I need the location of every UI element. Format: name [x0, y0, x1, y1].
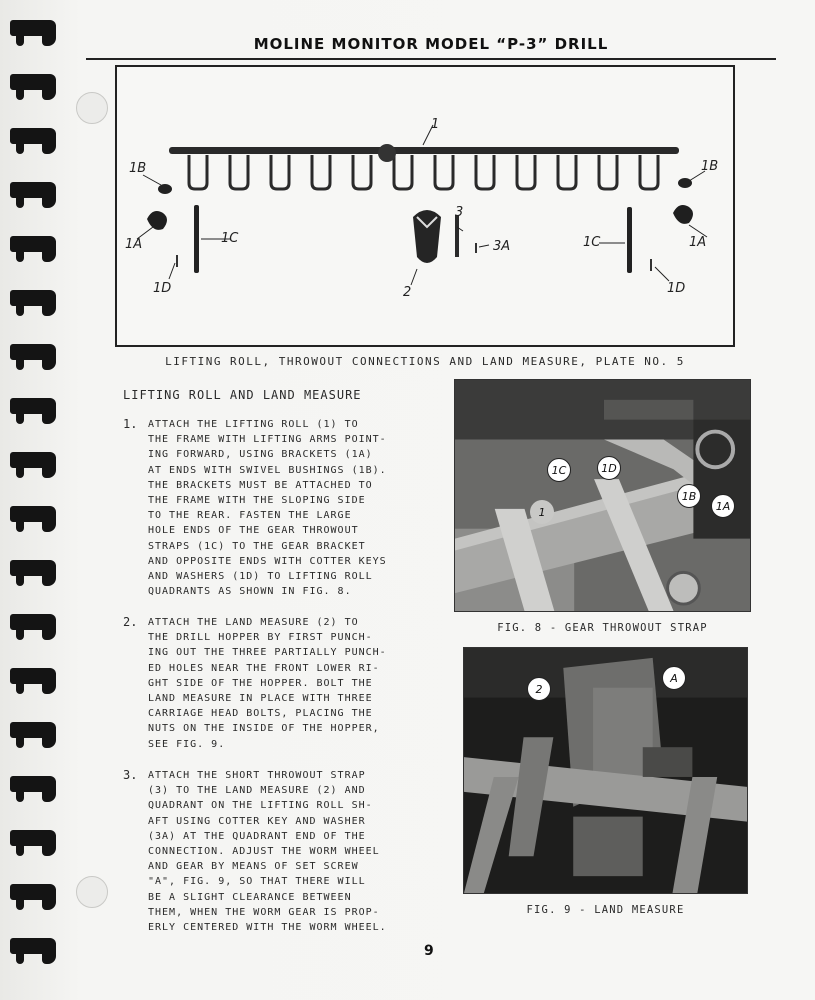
page-title: MOLINE MONITOR MODEL “P-3” DRILL — [253, 35, 609, 53]
plate-label-1b-left: 1B — [129, 161, 147, 176]
instruction-line: "A", FIG. 9, SO THAT THERE WILL — [148, 876, 366, 888]
instruction-line: THE FRAME WITH LIFTING ARMS POINT- — [148, 434, 387, 446]
instruction-line: AND GEAR BY MEANS OF SET SCREW — [148, 861, 359, 873]
instruction-step-3 — [123, 768, 413, 935]
quadrant-arm — [271, 155, 289, 189]
instruction-line: GHT SIDE OF THE HOPPER. BOLT THE — [148, 677, 373, 689]
instruction-line: (3A) AT THE QUADRANT END OF THE — [148, 830, 366, 842]
plate-label-1d-left: 1D — [153, 281, 172, 296]
plate-caption: LIFTING ROLL, THROWOUT CONNECTIONS AND LAND MEASURE, PLATE NO. 5 — [165, 355, 685, 368]
instruction-line: THE DRILL HOPPER BY FIRST PUNCH- — [148, 632, 373, 644]
instruction-line: HOLE ENDS OF THE GEAR THROWOUT — [148, 525, 359, 537]
instruction-line: ING FORWARD, USING BRACKETS (1A) — [148, 449, 373, 461]
page-number: 9 — [424, 943, 434, 959]
instruction-line: THEM, WHEN THE WORM GEAR IS PROP- — [148, 906, 380, 918]
header-rule — [86, 58, 776, 60]
instruction-line: ING OUT THE THREE PARTIALLY PUNCH- — [148, 647, 387, 659]
binding-ring — [10, 828, 62, 856]
fig8-callout-1d: 1D — [597, 456, 621, 480]
plate-label-3: 3 — [455, 205, 464, 220]
quadrant-arm — [640, 155, 658, 189]
instruction-line: THE BRACKETS MUST BE ATTACHED TO — [148, 479, 373, 491]
fig-8-photo — [454, 379, 751, 612]
binding-ring — [10, 612, 62, 640]
punched-hole — [76, 92, 108, 124]
binding-ring — [10, 882, 62, 910]
binding-ring — [10, 504, 62, 532]
plate-label-1: 1 — [431, 117, 440, 132]
quadrant-arm — [394, 155, 412, 189]
plate-label-1c-right: 1C — [583, 235, 601, 250]
instruction-line: STRAPS (1C) TO THE GEAR BRACKET — [148, 540, 366, 552]
binding-ring — [10, 774, 62, 802]
instruction-line: AND WASHERS (1D) TO LIFTING ROLL — [148, 571, 373, 583]
binding-ring — [10, 558, 62, 586]
instruction-step-2 — [123, 615, 413, 752]
instruction-line: SEE FIG. 9. — [148, 738, 226, 750]
quadrant-arm — [312, 155, 330, 189]
plate-label-1b-right: 1B — [701, 159, 719, 174]
step-number: 1. — [123, 417, 138, 431]
quadrant-arm — [189, 155, 207, 189]
instruction-line: AND OPPOSITE ENDS WITH COTTER KEYS — [148, 555, 387, 567]
quadrant-arm — [230, 155, 248, 189]
fig8-callout-1: 1 — [530, 500, 554, 524]
binding-ring — [10, 936, 62, 964]
quadrant-arm — [517, 155, 535, 189]
fig8-callout-1b: 1B — [677, 484, 701, 508]
instruction-line: QUADRANT ON THE LIFTING ROLL SH- — [148, 800, 373, 812]
fig-8-caption: FIG. 8 - GEAR THROWOUT STRAP — [497, 622, 708, 634]
instruction-line: ED HOLES NEAR THE FRONT LOWER RI- — [148, 662, 380, 674]
plate-illustration — [115, 65, 735, 347]
fig-9-photo — [463, 647, 748, 894]
punched-hole — [76, 876, 108, 908]
binding-ring — [10, 72, 62, 100]
binding-ring — [10, 666, 62, 694]
instruction-line: CARRIAGE HEAD BOLTS, PLACING THE — [148, 708, 373, 720]
plate-label-1c-left: 1C — [221, 231, 239, 246]
instruction-line: AFT USING COTTER KEY AND WASHER — [148, 815, 366, 827]
binding-ring — [10, 720, 62, 748]
fig9-callout-2: 2 — [527, 677, 551, 701]
binding-ring — [10, 396, 62, 424]
binding-ring — [10, 234, 62, 262]
instruction-line: ATTACH THE SHORT THROWOUT STRAP — [148, 770, 366, 781]
binding-ring — [10, 342, 62, 370]
section-heading: LIFTING ROLL AND LAND MEASURE — [123, 388, 362, 402]
instruction-line: NUTS ON THE INSIDE OF THE HOPPER, — [148, 723, 380, 735]
plate-label-2: 2 — [403, 285, 412, 300]
instruction-line: (3) TO THE LAND MEASURE (2) AND — [148, 785, 366, 797]
spiral-binding — [10, 18, 70, 993]
quadrant-arm — [435, 155, 453, 189]
quadrant-arm — [353, 155, 371, 189]
binding-ring — [10, 288, 62, 316]
instruction-line: ERLY CENTERED WITH THE WORM WHEEL. — [148, 922, 387, 934]
binding-ring — [10, 126, 62, 154]
step-number: 3. — [123, 768, 138, 782]
binding-ring — [10, 180, 62, 208]
instruction-line: TO THE REAR. FASTEN THE LARGE — [148, 510, 352, 522]
plate-label-1a-left: 1A — [125, 237, 143, 252]
instruction-line: LAND MEASURE IN PLACE WITH THREE — [148, 693, 373, 705]
step-number: 2. — [123, 615, 138, 629]
fig-9-caption: FIG. 9 - LAND MEASURE — [526, 904, 685, 916]
quadrant-arm — [599, 155, 617, 189]
fig8-callout-1a: 1A — [711, 494, 735, 518]
lifting-roll-drawing — [117, 67, 733, 345]
fig8-callout-1c: 1C — [547, 458, 571, 482]
instruction-line: CONNECTION. ADJUST THE WORM WHEEL — [148, 846, 380, 858]
instruction-line: QUADRANTS AS SHOWN IN FIG. 8. — [148, 586, 352, 598]
fig9-callout-a: A — [662, 666, 686, 690]
binding-ring — [10, 450, 62, 478]
instruction-line: THE FRAME WITH THE SLOPING SIDE — [148, 495, 366, 507]
binding-ring — [10, 18, 62, 46]
plate-label-1d-right: 1D — [667, 281, 686, 296]
quadrant-arm — [558, 155, 576, 189]
instruction-line: ATTACH THE LAND MEASURE (2) TO — [148, 617, 359, 628]
instruction-line: BE A SLIGHT CLEARANCE BETWEEN — [148, 891, 352, 903]
gear-throwout-photo — [455, 380, 750, 611]
instruction-line: AT ENDS WITH SWIVEL BUSHINGS (1B). — [148, 464, 387, 476]
quadrant-arm — [476, 155, 494, 189]
instruction-line: ATTACH THE LIFTING ROLL (1) TO — [148, 419, 359, 430]
land-measure-photo — [464, 648, 747, 893]
instruction-step-1 — [123, 417, 413, 599]
plate-label-1a-right: 1A — [689, 235, 707, 250]
plate-label-3a: 3A — [493, 239, 511, 254]
